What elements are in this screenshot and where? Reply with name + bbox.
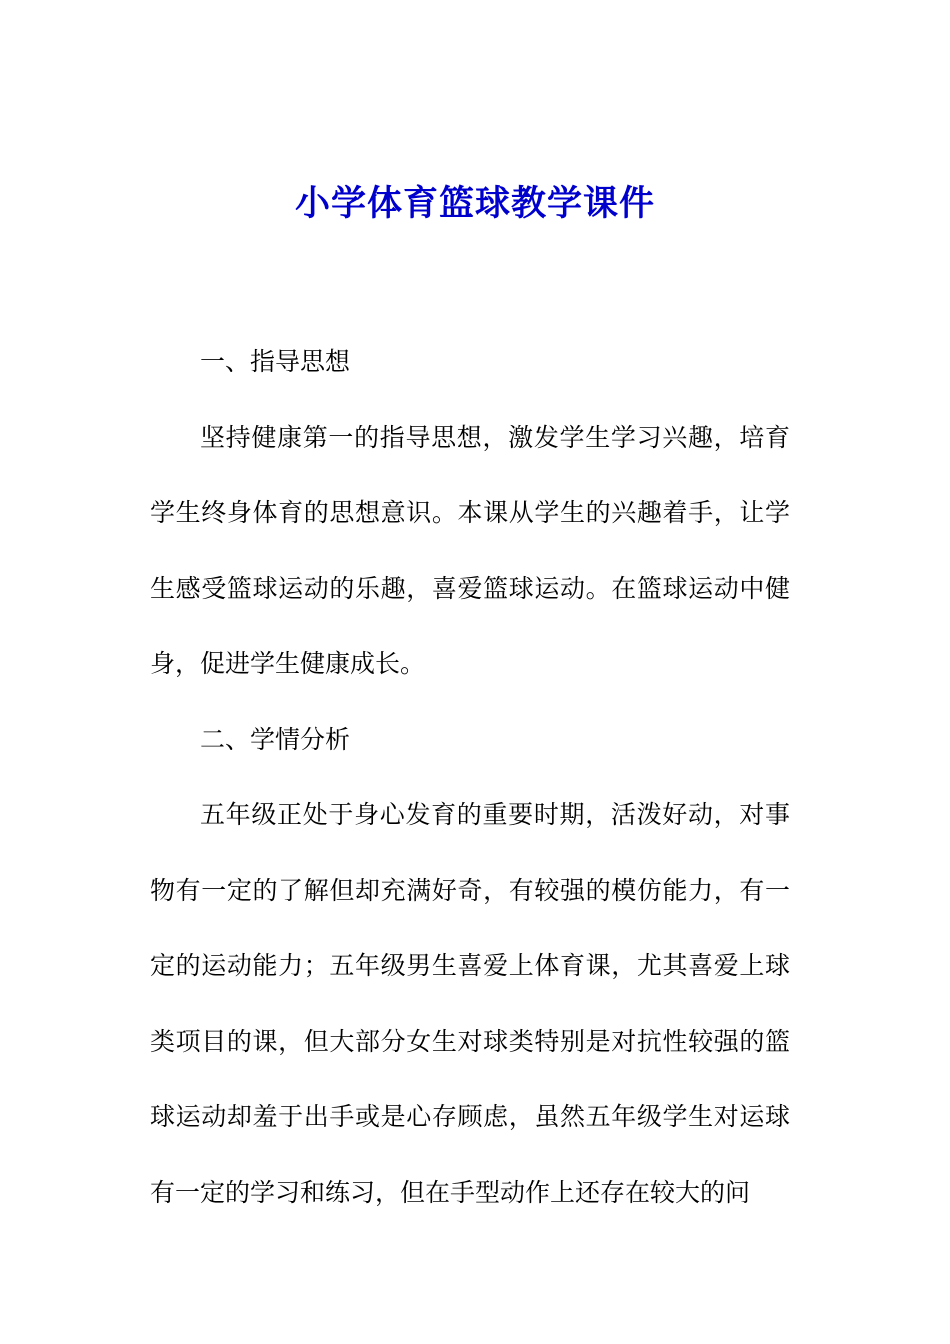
document-body [150,324,790,1230]
section-heading-guiding-ideology: 一、指导思想 [200,347,351,376]
paragraph-student-analysis: 五年级正处于身心发育的重要时期，活泼好动，对事物有一定的了解但却充满好奇，有较强的模仿能力，有一定的运动能力；五年级男生喜爱上体育课，尤其喜爱上球类项目的课，但大部分女生对球类特别是对抗性较强的篮球运动却羞于出手或是心存顾虑，虽然五年级学生对运球有一定的学习和练习，但在手型动作上还存在较大的问 [150,800,790,1207]
section-heading-student-analysis: 二、学情分析 [200,724,351,754]
paragraph-guiding-ideology: 坚持健康第一的指导思想，激发学生学习兴趣，培育学生终身体育的思想意识。本课从学生的兴趣着手，让学生感受篮球运动的乐趣，喜爱篮球运动。在篮球运动中健身，促进学生健康成长。 [150,422,790,678]
document-title: 小学体育篮球教学课件 [294,183,655,224]
